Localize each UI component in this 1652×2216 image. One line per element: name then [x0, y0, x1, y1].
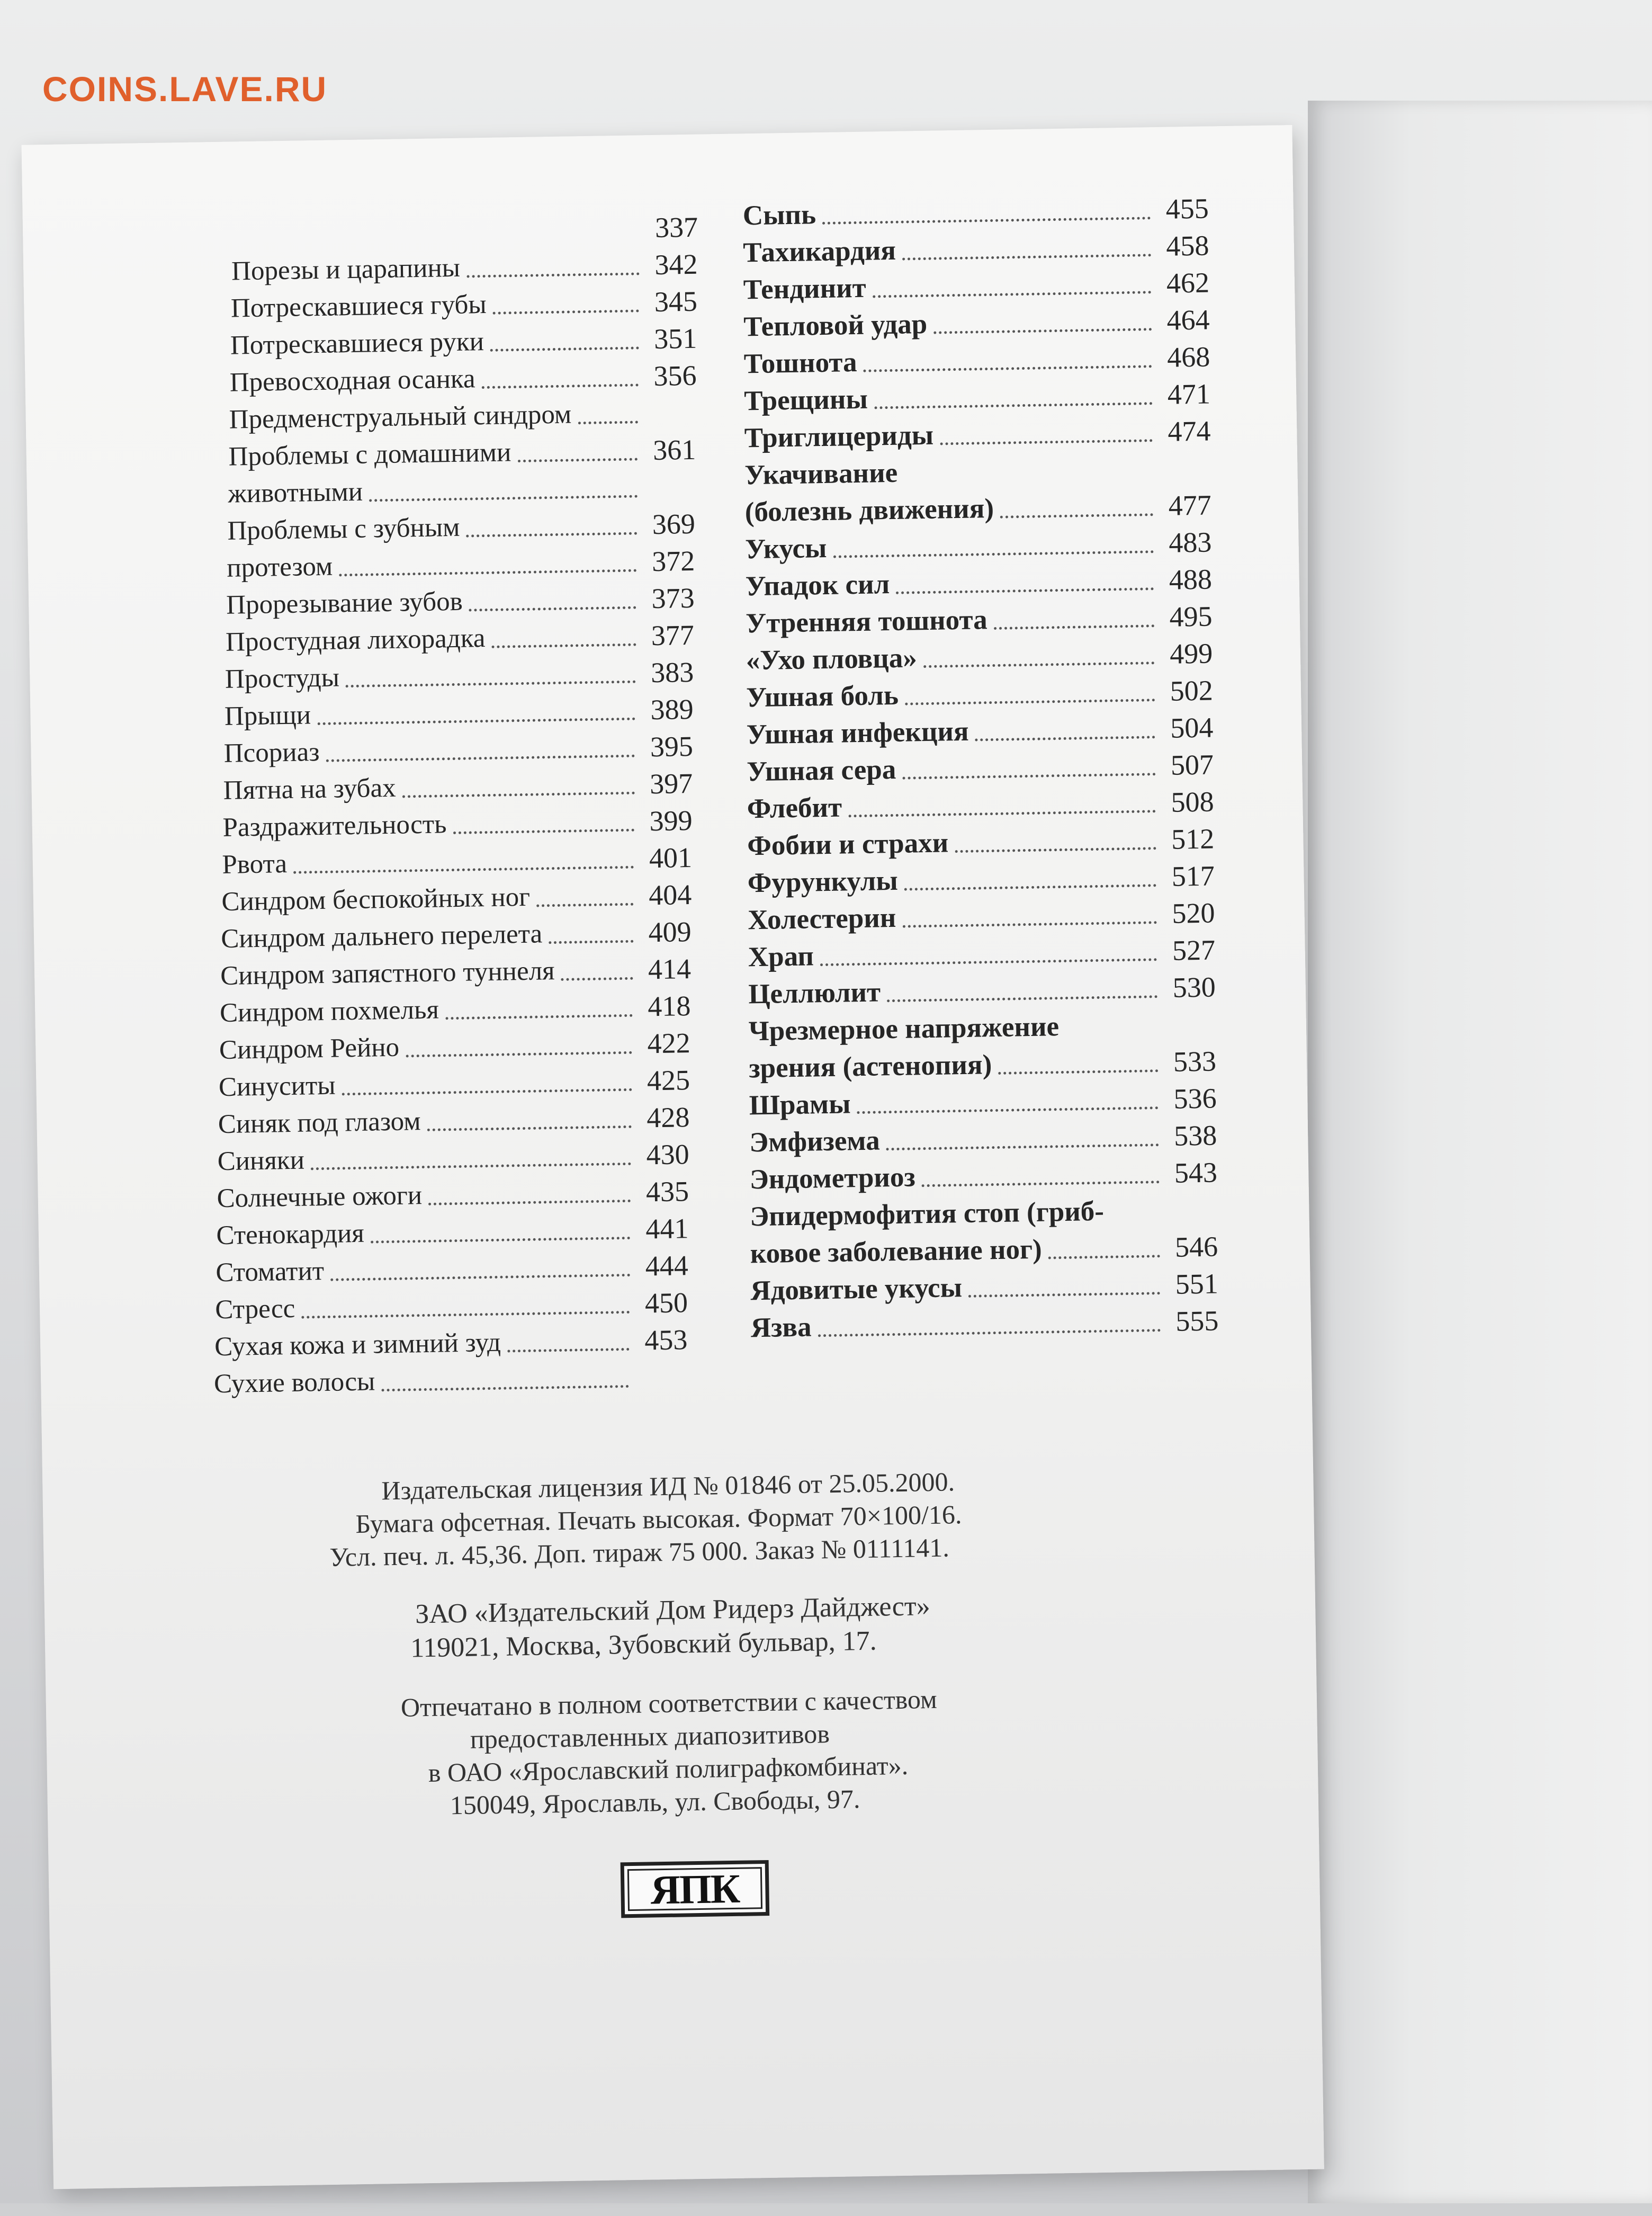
toc-leader-dots [955, 847, 1156, 853]
imprint-line: Издательская лицензия ИД № 01846 от 25.05.2000. [381, 1467, 955, 1506]
toc-leader-dots [864, 365, 1152, 372]
toc-entry-page: 356 [653, 359, 697, 392]
toc-leader-dots [857, 1106, 1159, 1114]
toc-entry-page: 468 [1166, 341, 1210, 373]
toc-entry-page: 551 [1175, 1267, 1219, 1300]
toc-entry-page: 546 [1174, 1230, 1218, 1263]
toc-entry [214, 1358, 688, 1402]
toc-leader-dots [466, 532, 638, 538]
toc-entry-title: Псориаз [223, 737, 320, 769]
toc-leader-dots [381, 1385, 629, 1391]
toc-entry-page: 345 [654, 285, 698, 318]
toc-leader-dots [561, 977, 633, 981]
toc-entry-page: 389 [650, 693, 694, 726]
toc-leader-dots [922, 1181, 1159, 1187]
toc-entry-page: 337 [654, 211, 698, 244]
toc-entry-page: 502 [1170, 674, 1214, 707]
toc-entry-title: Потрескавшиеся руки [230, 327, 484, 361]
toc-entry-title: Утренняя тошнота [745, 604, 988, 639]
toc-entry-title: протезом [226, 551, 333, 583]
imprint-publisher [309, 1587, 1105, 1667]
toc-entry-page: 538 [1173, 1119, 1217, 1152]
toc-entry-page: 464 [1166, 303, 1210, 336]
toc-entry-title: Сыпь [742, 199, 816, 231]
toc-entry-page: 444 [645, 1249, 689, 1282]
toc-entry-title: Тошнота [743, 346, 857, 380]
toc-entry-page: 508 [1171, 785, 1215, 818]
toc-entry-title: Синдром беспокойных ног [221, 882, 531, 917]
toc-entry-page: 530 [1172, 971, 1216, 1004]
toc-leader-dots [301, 1311, 630, 1319]
toc-leader-dots [427, 1125, 632, 1131]
toc-entry-page: 477 [1168, 489, 1212, 522]
toc-entry-title: Превосходная осанка [229, 364, 475, 398]
toc-entry-title: Фобии и страхи [747, 827, 949, 862]
imprint-license [307, 1463, 1103, 1574]
toc-entry-title: Раздражительность [222, 809, 447, 843]
toc-entry-title: зрения (астенопия) [748, 1049, 992, 1084]
toc-entry-title: Синдром запястного туннеля [220, 956, 555, 991]
toc-leader-dots [968, 1292, 1160, 1298]
toc-entry-page: 453 [644, 1324, 688, 1356]
toc-leader-dots [923, 662, 1155, 668]
toc-entry-title: Флебит [747, 792, 842, 825]
toc-entry [750, 1302, 1219, 1346]
toc-leader-dots [490, 346, 639, 351]
toc-entry-page: 555 [1175, 1304, 1219, 1337]
toc-leader-dots [818, 1329, 1161, 1337]
toc-entry-page: 520 [1172, 897, 1215, 930]
toc-entry-title: Рвота [222, 849, 288, 880]
toc-entry-title: Эпидермофития стоп (гриб- [749, 1195, 1105, 1232]
toc-leader-dots [578, 421, 638, 424]
toc-leader-dots [896, 587, 1154, 594]
imprint-line: Бумага офсетная. Печать высокая. Формат 70×100/16. [355, 1499, 962, 1539]
imprint-line: Отпечатано в полном соответствии с качеством [400, 1684, 938, 1722]
imprint-printer [311, 1680, 1107, 1824]
toc-entry-page: 399 [649, 804, 693, 837]
toc-entry-page: 483 [1168, 526, 1212, 559]
toc-leader-dots [902, 254, 1151, 260]
toc-leader-dots [1000, 513, 1153, 519]
toc-entry-title: Эмфизема [749, 1125, 881, 1158]
toc-entry-page: 455 [1165, 192, 1209, 225]
toc-entry-title: Проблемы с домашними [228, 437, 511, 472]
toc-leader-dots [445, 1014, 633, 1020]
toc-entry-page: 418 [647, 990, 691, 1023]
toc-entry-page: 395 [650, 730, 694, 763]
toc-entry-page: 409 [648, 916, 692, 949]
toc-entry-page: 543 [1174, 1156, 1218, 1189]
toc-entry-title: Потрескавшиеся губы [230, 289, 487, 324]
toc-entry-page: 488 [1169, 563, 1213, 596]
toc-leader-dots [994, 624, 1154, 630]
toc-leader-dots [820, 958, 1157, 966]
toc-entry-title: Триглицериды [744, 419, 934, 454]
toc-leader-dots [507, 1348, 630, 1353]
toc-entry-page: 351 [653, 322, 697, 355]
toc-entry-page: 377 [651, 619, 695, 652]
toc-entry-title: Холестерин [747, 902, 896, 936]
toc-entry-title: Пятна на зубах [223, 773, 397, 806]
toc-entry-page: 536 [1173, 1082, 1217, 1115]
toc-entry-page: 404 [648, 879, 692, 912]
toc-leader-dots [1048, 1255, 1160, 1259]
toc-column-left [213, 209, 716, 1402]
imprint-line: 150049, Ярославль, ул. Свободы, 97. [450, 1784, 860, 1820]
toc-entry-page: 372 [651, 544, 695, 578]
imprint-line: Усл. печ. л. 45,36. Доп. тираж 75 000. Заказ № 0111141. [329, 1532, 950, 1572]
toc-entry-page: 527 [1172, 934, 1216, 967]
toc-entry-title: Целлюлит [748, 977, 881, 1010]
toc-leader-dots [453, 829, 634, 834]
toc-entry-title: Ушная боль [746, 680, 899, 713]
toc-entry-title: Храп [748, 941, 814, 973]
toc-entry-page: 471 [1167, 378, 1211, 410]
toc-leader-dots [833, 550, 1154, 558]
toc-leader-dots [902, 773, 1155, 780]
toc-entry-title: Ядовитые укусы [750, 1272, 963, 1307]
toc-leader-dots [873, 291, 1151, 298]
toc-entry-title: Предменструальный синдром [229, 399, 572, 435]
toc-leader-dots [904, 884, 1156, 890]
toc-leader-dots [317, 718, 635, 725]
toc-entry-title: Трещины [743, 383, 868, 417]
toc-entry-title: Стенокардия [216, 1218, 365, 1251]
toc-leader-dots [874, 402, 1152, 409]
toc-leader-dots [339, 569, 636, 577]
watermark: COINS.LAVE.RU [42, 69, 328, 109]
toc-entry-title: Синяки [217, 1145, 305, 1177]
imprint-line: предоставленных диапозитивов [470, 1719, 830, 1754]
toc-entry-page: 495 [1169, 600, 1213, 633]
toc-entry-title: Синдром Рейно [219, 1032, 400, 1066]
toc-entry-title: Синуситы [218, 1070, 336, 1103]
toc-entry-title: ковое заболевание ног) [750, 1234, 1043, 1270]
toc-leader-dots [940, 439, 1152, 445]
toc-leader-dots [482, 383, 639, 389]
toc-entry-page: 462 [1166, 266, 1210, 299]
toc-entry-title: Простудная лихорадка [225, 623, 486, 657]
toc-leader-dots [933, 328, 1152, 334]
toc-entry-page: 428 [646, 1101, 690, 1134]
toc-leader-dots [406, 1051, 632, 1058]
toc-entry-title: Шрамы [749, 1088, 851, 1121]
toc-entry-title: «Ухо пловца» [746, 642, 918, 676]
toc-entry-page: 507 [1170, 748, 1214, 781]
toc-leader-dots [342, 1088, 632, 1096]
toc-leader-dots [428, 1200, 631, 1205]
toc-entry-page: 512 [1171, 823, 1215, 855]
toc-leader-dots [518, 458, 638, 463]
toc-entry-title: Ушная инфекция [746, 716, 969, 750]
toc-entry-title: (болезнь движения) [744, 493, 994, 528]
printer-logo: ЯПК [621, 1860, 770, 1918]
toc-entry-page: 361 [652, 433, 696, 467]
toc-entry-title: Эндометриоз [749, 1161, 916, 1195]
toc-entry-title: Синдром похмелья [219, 995, 439, 1029]
toc-entry-page: 474 [1167, 415, 1211, 448]
toc-entry-title: Укачивание [744, 457, 898, 491]
toc-entry-title: Синдром дальнего перелета [220, 919, 543, 954]
toc-leader-dots [975, 736, 1155, 741]
toc-entry-page: 397 [649, 767, 693, 800]
toc-leader-dots [822, 217, 1151, 225]
toc-leader-dots [293, 866, 634, 874]
toc-entry-title: Тахикардия [742, 235, 896, 269]
imprint-line: 119021, Москва, Зубовский бульвар, 17. [410, 1625, 877, 1664]
toc-entry-page: 533 [1173, 1045, 1217, 1078]
toc-entry-title: Солнечные ожоги [217, 1181, 423, 1214]
toc-leader-dots [371, 1237, 631, 1244]
toc-entry-page: 504 [1170, 711, 1214, 744]
toc-leader-dots [330, 1274, 630, 1281]
toc-leader-dots [311, 1163, 631, 1170]
toc-entry-title: Порезы и царапины [231, 253, 461, 287]
toc-leader-dots [469, 606, 636, 612]
toc-leader-dots [905, 699, 1155, 705]
toc-entry-page: 458 [1165, 229, 1209, 262]
toc-entry-page: 450 [644, 1286, 688, 1319]
imprint-block [307, 1463, 1107, 1824]
toc-leader-dots [998, 1069, 1158, 1075]
toc-leader-dots [369, 495, 638, 502]
toc-entry-page: 342 [654, 248, 698, 281]
toc-entry-page: 517 [1171, 860, 1215, 892]
toc-entry-title: Чрезмерное напряжение [748, 1011, 1060, 1047]
toc-entry-page: 435 [645, 1175, 689, 1208]
toc-entry-title: Укусы [744, 532, 827, 565]
toc-entry-title: Синяк под глазом [218, 1106, 421, 1140]
toc-entry-page: 383 [650, 656, 694, 689]
toc-leader-dots [848, 810, 1156, 817]
imprint-line: ЗАО «Издательский Дом Ридерз Дайджест» [415, 1591, 931, 1630]
toc-entry-title: Тендинит [743, 272, 867, 306]
toc-entry-title: Простуды [225, 663, 340, 694]
toc-entry-title: Проблемы с зубным [227, 512, 460, 546]
toc-entry-title: Сухая кожа и зимний зуд [214, 1327, 501, 1362]
toc-leader-dots [549, 940, 633, 944]
toc-entry-page: 401 [649, 841, 693, 874]
toc-entry-page: 441 [645, 1212, 689, 1245]
toc-entry-title: Язва [750, 1311, 812, 1344]
toc-leader-dots [902, 921, 1156, 928]
toc-entry-page: 422 [647, 1027, 691, 1060]
imprint-line: в ОАО «Ярославский полиграфкомбинат». [428, 1750, 909, 1788]
toc-entry-page: 425 [647, 1064, 690, 1097]
toc-leader-dots [492, 644, 636, 648]
toc-entry-title: Прыщи [224, 700, 311, 731]
toc-entry-title: Упадок сил [745, 569, 890, 602]
toc-leader-dots [887, 995, 1157, 1002]
toc-leader-dots [326, 755, 635, 762]
toc-leader-dots [466, 272, 640, 278]
toc-entry-page: 369 [652, 507, 696, 541]
toc-entry-page: 414 [648, 953, 692, 986]
toc-entry-title: Тепловой удар [743, 308, 928, 343]
toc-entry-title: Прорезывание зубов [226, 586, 463, 620]
toc-column-right [742, 190, 1226, 1347]
toc-entry-page: 499 [1169, 637, 1213, 670]
toc-entry-page: 430 [646, 1138, 690, 1171]
toc-entry-page: 373 [651, 582, 695, 615]
toc-entry-title: Стресс [214, 1293, 295, 1325]
toc-leader-dots [402, 792, 635, 798]
toc-entry-title: Фурункулы [747, 865, 899, 899]
toc-leader-dots [886, 1143, 1159, 1150]
toc-entry-title: Сухие волосы [213, 1366, 375, 1399]
toc-entry-title: животными [228, 477, 363, 509]
toc-leader-dots [536, 903, 633, 907]
toc-leader-dots [493, 309, 639, 314]
toc-entry-title: Ушная сера [746, 754, 896, 788]
toc-entry-title: Стоматит [216, 1256, 325, 1288]
toc-leader-dots [346, 681, 635, 688]
